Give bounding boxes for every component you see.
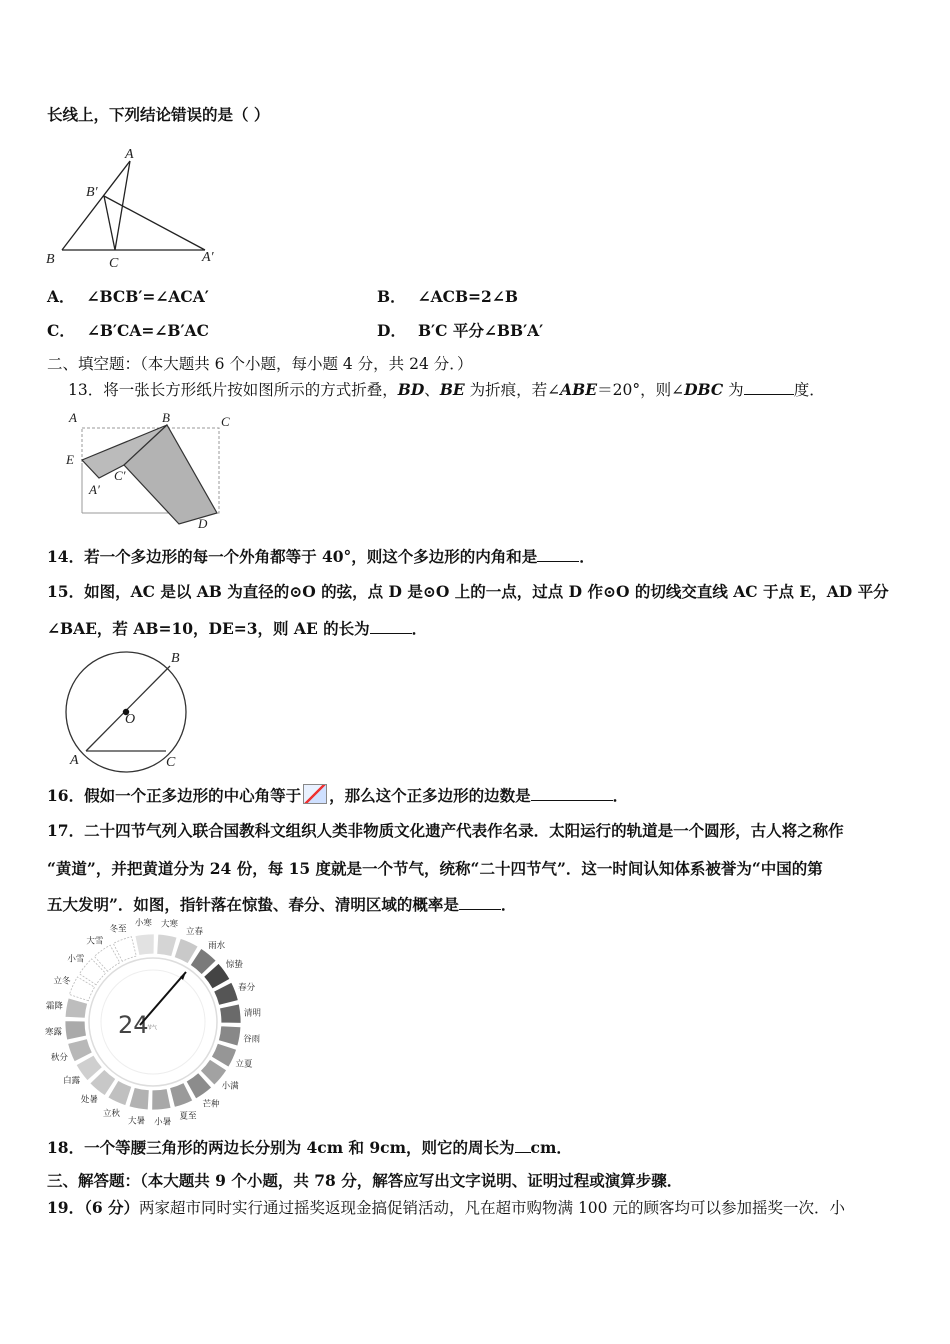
- section-2-title: 二、填空题：（本大题共 6 个小题，每小题 4 分，共 24 分．）: [47, 355, 473, 373]
- option-c[interactable]: [47, 319, 209, 341]
- solar-terms-wheel: [40, 918, 270, 1128]
- wheel-term-label: 秋分: [50, 1053, 68, 1064]
- wheel-term-label: 芒种: [202, 1099, 220, 1110]
- wheel-term-label: 夏至: [179, 1111, 197, 1122]
- q14-text: [47, 545, 595, 567]
- wheel-term-label: 立秋: [103, 1108, 121, 1119]
- wheel-segment: [65, 1021, 86, 1040]
- q14-answer-blank[interactable]: [537, 547, 579, 562]
- q17-tail: ．: [500, 895, 517, 914]
- q13-dbc: DBC: [684, 380, 724, 399]
- wheel-term-label: 惊蛰: [225, 959, 243, 970]
- q13-sep: 、: [424, 381, 440, 399]
- q18-part1: 18．一个等腰三角形的两边长分别为 4cm 和 9cm，则它的周长为: [47, 1138, 515, 1157]
- wheel-segment: [135, 934, 154, 955]
- wheel-term-label: 小雪: [67, 954, 85, 965]
- option-a-key: A．: [47, 287, 75, 306]
- wheel-term-label: 大寒: [160, 919, 179, 930]
- option-a-text: ∠BCB′=∠ACA′: [86, 287, 209, 306]
- spinner-pointer[interactable]: [140, 972, 186, 1025]
- q15-line2: [47, 617, 427, 639]
- q15-stem: ∠BAE，若 AB=10，DE=3，则 AE 的长为: [47, 619, 370, 638]
- q19-stem: 两家超市同时实行通过摇奖返现金搞促销活动，凡在超市购物满 100 元的顾客均可以参加摇奖一次．小: [139, 1199, 845, 1217]
- q13-folding-figure: [62, 408, 237, 530]
- wheel-term-label: 谷雨: [243, 1034, 261, 1045]
- wheel-term-label: 大雪: [86, 936, 104, 947]
- q15-answer-blank[interactable]: [370, 619, 412, 634]
- fig13-label-D: D: [198, 516, 208, 531]
- label-C: C: [109, 256, 119, 271]
- option-b-text: ∠ACB=2∠B: [417, 287, 518, 306]
- fig13-label-C-prime: C′: [114, 468, 126, 483]
- option-c-key: C．: [47, 321, 75, 340]
- section-3-title: 三、解答题：（本大题共 9 个小题，共 78 分，解答应写出文字说明、证明过程或演算步骤．: [47, 1171, 683, 1190]
- q14-tail: ．: [579, 547, 595, 566]
- q17-answer-blank[interactable]: [459, 895, 501, 910]
- q17-line2: “黄道”，并把黄道分为 24 份，每 15 度就是一个节气，统称“二十四节气”．这一时间认知体系被誉为“中国的第: [47, 859, 823, 878]
- wheel-term-label: 立冬: [53, 976, 71, 987]
- option-a[interactable]: [47, 285, 209, 307]
- q16-text: [47, 784, 628, 806]
- q14-stem: 14．若一个多边形的每一个外角都等于 40°，则这个多边形的内角和是: [47, 547, 538, 566]
- q13-part2: 为折痕，若∠: [464, 381, 561, 399]
- q15-tail: ．: [411, 619, 428, 638]
- wheel-term-label: 小满: [221, 1081, 239, 1092]
- q18-part2: cm．: [530, 1138, 572, 1157]
- inner-ring: [89, 958, 217, 1086]
- option-b-key: B．: [377, 287, 406, 306]
- wheel-term-label: 立春: [185, 927, 203, 938]
- q16-answer-blank[interactable]: [531, 786, 613, 801]
- q13-text: [68, 378, 825, 400]
- q17-line1: 17．二十四节气列入联合国教科文组织人类非物质文化遗产代表作名录．太阳运行的轨道是一个圆形，古人将之称作: [47, 821, 844, 840]
- fig15-label-A: A: [70, 753, 79, 768]
- wheel-term-label: 大暑: [127, 1116, 146, 1127]
- wheel-segment: [129, 1087, 149, 1109]
- option-d-key: D．: [377, 321, 406, 340]
- wheel-term-label: 小寒: [134, 918, 152, 929]
- fig13-label-A: A: [69, 410, 77, 425]
- wheel-term-label: 白露: [63, 1076, 81, 1087]
- fig15-label-C: C: [166, 755, 176, 770]
- q13-bd: BD: [397, 380, 425, 399]
- wheel-term-label: 小暑: [154, 1117, 172, 1128]
- q16-tail: ．: [612, 786, 629, 805]
- q13-part4: 为: [723, 381, 744, 399]
- q15-circle-figure: [58, 645, 198, 773]
- wheel-term-label: 处暑: [80, 1095, 98, 1106]
- wheel-term-label: 立夏: [235, 1059, 253, 1070]
- label-B: B: [46, 252, 55, 267]
- q16-part1: 16．假如一个正多边形的中心角等于: [47, 786, 302, 805]
- broken-image-icon: [303, 784, 327, 804]
- q13-abe: ABE: [560, 380, 598, 399]
- label-A: A: [125, 147, 134, 162]
- q18-answer-blank[interactable]: [515, 1138, 531, 1153]
- q13-be: BE: [439, 380, 465, 399]
- wheel-term-label: 清明: [244, 1008, 262, 1019]
- wheel-term-label: 雨水: [208, 940, 226, 951]
- q12-stem-tail: 长线上，下列结论错误的是（ ）: [47, 105, 270, 124]
- fig13-label-B: B: [162, 410, 170, 425]
- option-d[interactable]: [377, 319, 543, 341]
- wheel-term-label: 霜降: [45, 1001, 63, 1012]
- q17-line3: [47, 893, 516, 915]
- q16-part2: ，那么这个正多边形的边数是: [329, 786, 531, 805]
- option-d-text: B′C 平分∠BB′A′: [417, 321, 544, 340]
- option-c-text: ∠B′CA=∠B′AC: [86, 321, 209, 340]
- option-b[interactable]: [377, 285, 518, 307]
- wheel-segment: [152, 1089, 171, 1110]
- wheel-segment: [218, 1026, 240, 1046]
- label-B-prime: B′: [86, 185, 98, 200]
- label-A-prime: A′: [202, 250, 214, 265]
- wheel-term-label: 冬至: [109, 924, 127, 935]
- fig13-label-E: E: [66, 452, 74, 467]
- wheel-term-label: 寒露: [44, 1027, 62, 1038]
- q13-number: 13．: [68, 381, 104, 399]
- fig13-label-C: C: [221, 414, 230, 429]
- q17-stem: 五大发明”．如图，指针落在惊蛰、春分、清明区域的概率是: [47, 895, 459, 914]
- wheel-term-label: 春分: [238, 982, 256, 993]
- q12-triangle-figure: [40, 143, 230, 271]
- q19-text: [47, 1196, 845, 1218]
- q19-number: 19．（6 分）: [47, 1198, 140, 1217]
- q13-answer-blank[interactable]: [744, 380, 794, 395]
- q13-part3: ＝20°，则∠: [597, 381, 685, 399]
- q13-part5: 度．: [793, 381, 825, 399]
- fig15-label-B: B: [171, 651, 180, 666]
- fig15-label-O: O: [125, 712, 136, 727]
- wheel-segment: [157, 934, 177, 956]
- wheel-center-small: 节气: [147, 1025, 158, 1031]
- wheel-segment: [220, 1004, 241, 1023]
- q18-text: [47, 1136, 572, 1158]
- q13-part1: 将一张长方形纸片按如图所示的方式折叠，: [103, 381, 398, 399]
- q15-line1: 15．如图，AC 是以 AB 为直径的⊙O 的弦，点 D 是⊙O 上的一点，过点 D 作⊙O 的切线交直线 AC 于点 E，AD 平分: [47, 582, 889, 601]
- wheel-center-number: 24: [118, 1011, 149, 1039]
- fig13-label-A-prime: A′: [89, 482, 100, 497]
- wheel-segment: [65, 998, 87, 1018]
